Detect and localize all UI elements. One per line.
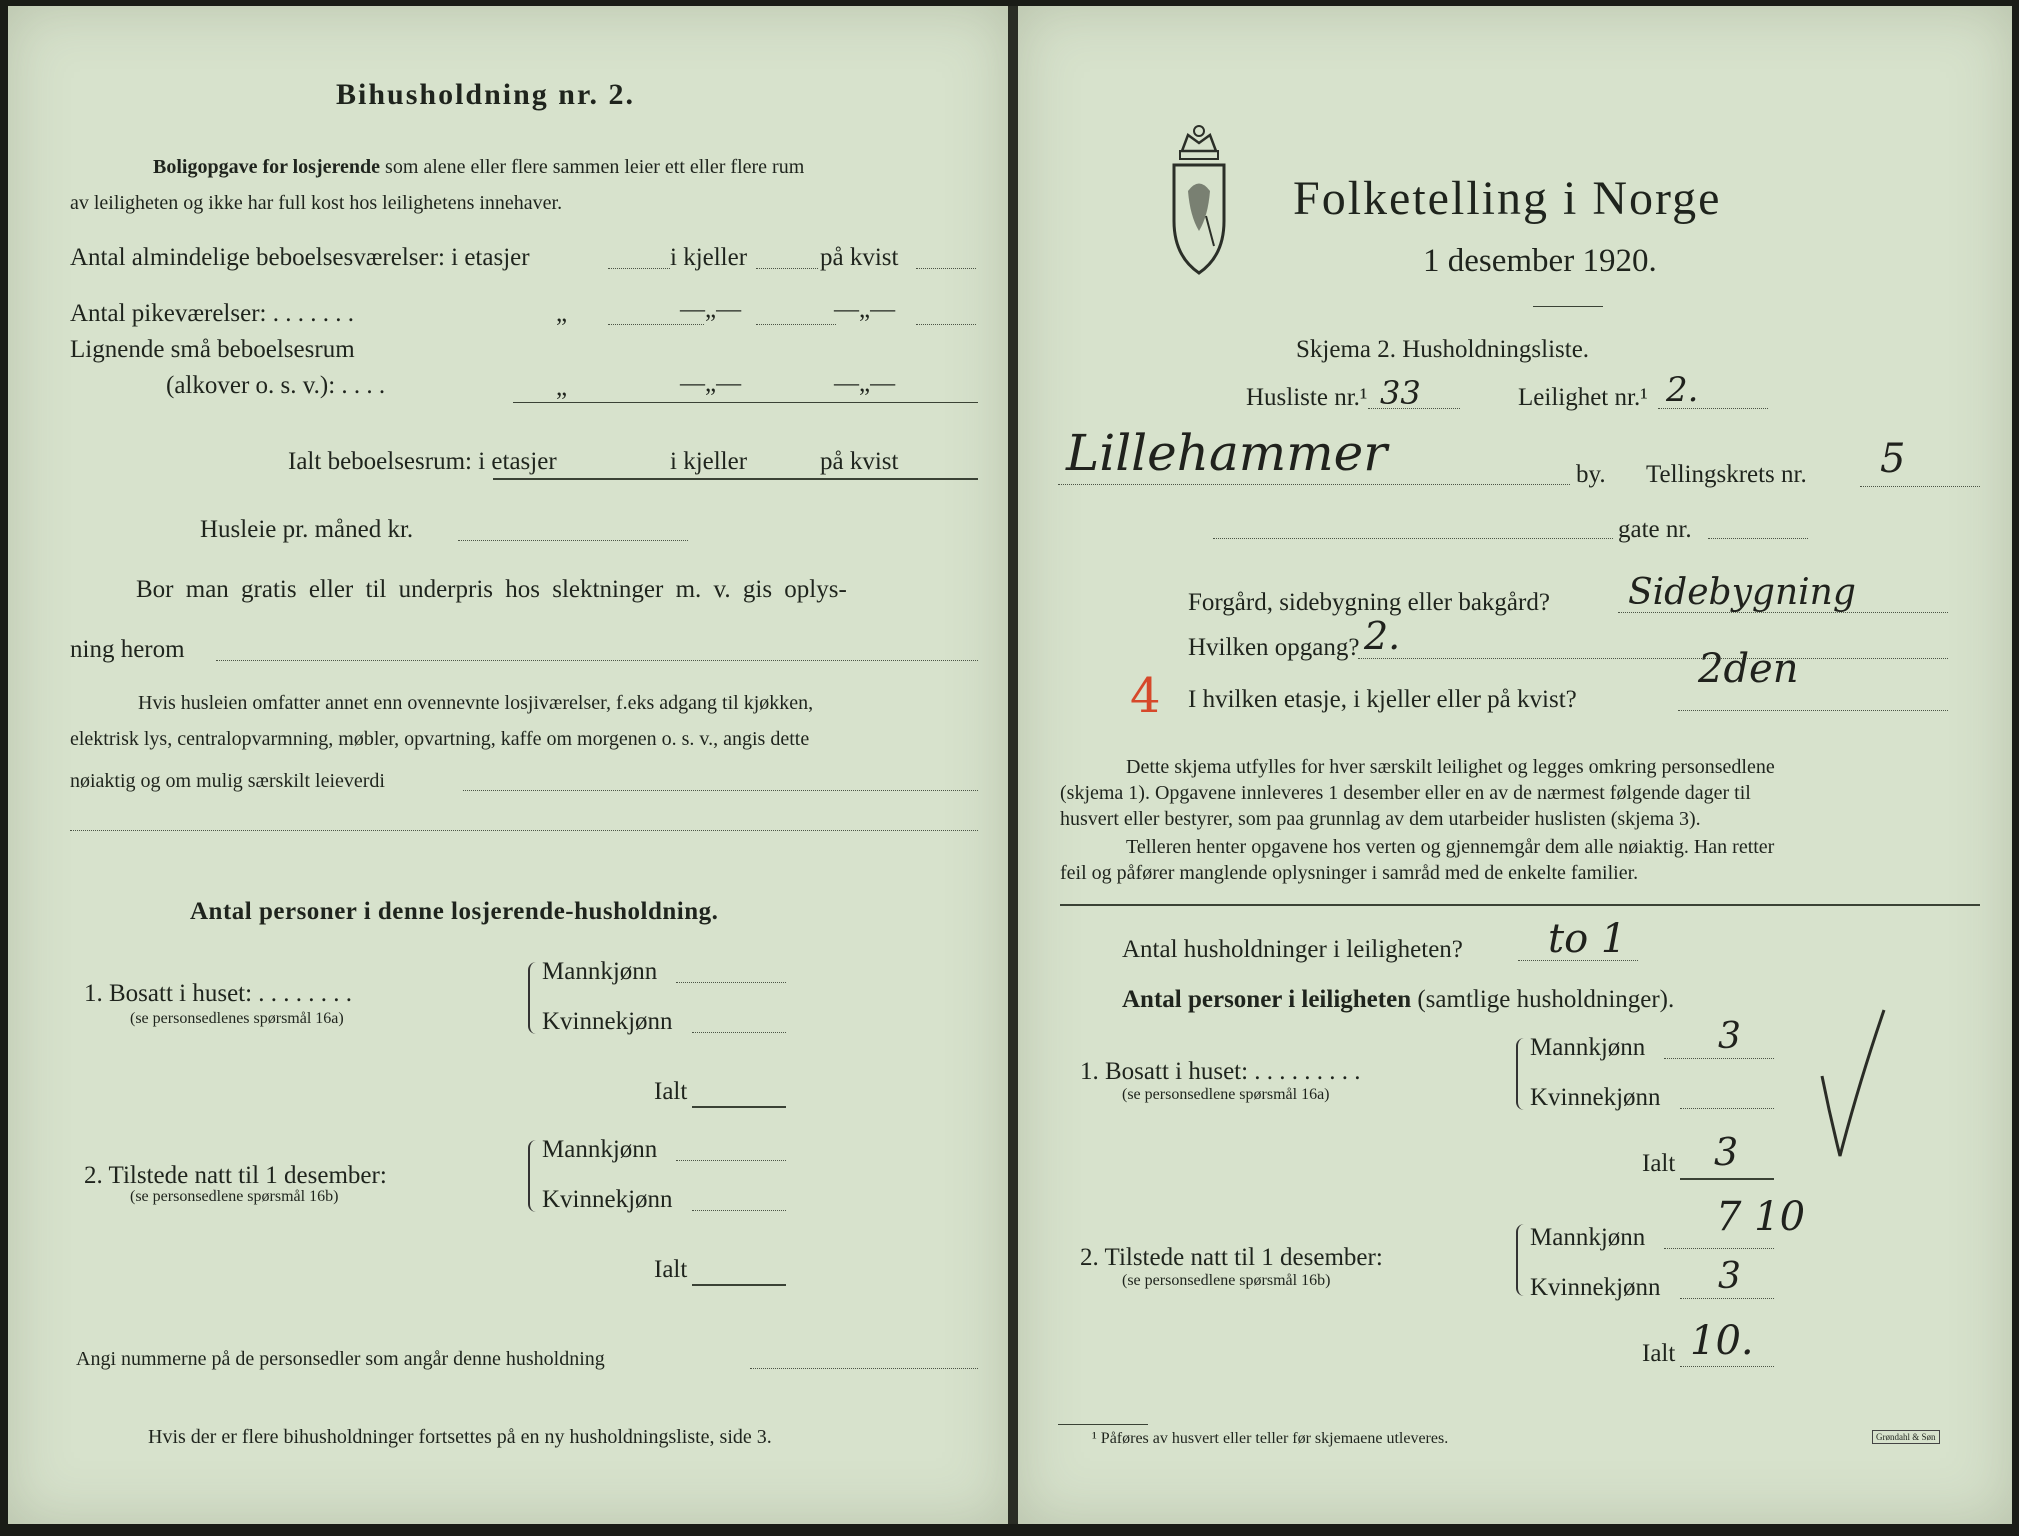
instr-line2: (skjema 1). Opgavene innleveres 1 desember eller en av de nærmest følgende dager til bbox=[1060, 782, 1751, 804]
persons-heading: Antal personer i denne losjerende-husholdning. bbox=[190, 898, 719, 925]
etasje-value: 2den bbox=[1698, 646, 1799, 692]
title-rule bbox=[1533, 306, 1603, 307]
q1-mann-line bbox=[676, 982, 786, 983]
persons-rest: (samtlige husholdninger). bbox=[1417, 986, 1675, 1013]
leilighet-label: Leilighet nr.¹ bbox=[1518, 384, 1648, 411]
etasje-line bbox=[1678, 710, 1948, 711]
r-q1-kvinne-line bbox=[1680, 1108, 1774, 1109]
forgard-line bbox=[1618, 612, 1948, 613]
footnote: ¹ Påføres av husvert eller teller før skjemaene utleveres. bbox=[1092, 1430, 1449, 1447]
rooms-kvist: på kvist bbox=[820, 244, 899, 271]
r-q1-kvinne: Kvinnekjønn bbox=[1530, 1084, 1661, 1111]
r-q2-ialt-value: 10. bbox=[1690, 1318, 1754, 1364]
form-title: Folketelling i Norge bbox=[1293, 172, 1722, 225]
hvis-line3: nøiaktig og om mulig særskilt leieverdi bbox=[70, 770, 385, 792]
krets-label: Tellingskrets nr. bbox=[1646, 461, 1807, 488]
q2-ialt-line bbox=[692, 1284, 786, 1286]
hush-label: Antal husholdninger i leiligheten? bbox=[1122, 936, 1463, 963]
angi-line bbox=[750, 1368, 978, 1369]
opgang-line bbox=[1358, 658, 1948, 659]
q1-mann: Mannkjønn bbox=[542, 958, 658, 985]
forgard-value: Sidebygning bbox=[1628, 572, 1856, 613]
q1-label: 1. Bosatt i huset: . . . . . . . . bbox=[84, 980, 353, 1007]
r-q2-brace bbox=[1516, 1224, 1528, 1296]
q2-kvinne-line bbox=[692, 1210, 786, 1211]
footnote-rule bbox=[1058, 1424, 1148, 1425]
q2-mann-line bbox=[676, 1160, 786, 1161]
ialt-rooms-kjeller: i kjeller bbox=[670, 448, 748, 475]
r-q2-kvinne-line bbox=[1680, 1298, 1774, 1299]
husleie-line bbox=[458, 540, 688, 541]
gate-nr-line bbox=[1708, 538, 1808, 539]
r-q2-kvinne-value: 3 bbox=[1718, 1256, 1741, 1297]
q1-kvinne-line bbox=[692, 1032, 786, 1033]
bor-line bbox=[216, 660, 978, 661]
r-q2-sub: (se personsedlene spørsmål 16b) bbox=[1122, 1272, 1331, 1289]
pike-line-2 bbox=[756, 324, 836, 325]
left-heading: Bihusholdning nr. 2. bbox=[336, 78, 636, 111]
r-q1-ialt-line bbox=[1680, 1178, 1774, 1180]
krets-value: 5 bbox=[1880, 436, 1906, 482]
city-line bbox=[1058, 484, 1570, 485]
rooms-etasjer-line bbox=[608, 268, 670, 269]
ialt-rooms-rule bbox=[493, 478, 978, 480]
pike-line-1 bbox=[608, 324, 704, 325]
q1-sub: (se personsedlenes spørsmål 16a) bbox=[130, 1010, 344, 1027]
instr-line1: Dette skjema utfylles for hver særskilt leilighet og legges omkring personsedlene bbox=[1126, 756, 1775, 778]
pike-label: Antal pikeværelser: . . . . . . . bbox=[70, 300, 354, 327]
right-page bbox=[1018, 6, 2012, 1524]
bor-line2: ning herom bbox=[70, 636, 185, 663]
r-q2-ialt: Ialt bbox=[1642, 1340, 1676, 1367]
q2-ialt: Ialt bbox=[654, 1256, 688, 1283]
form-date: 1 desember 1920. bbox=[1423, 243, 1657, 279]
intro-line1 bbox=[153, 156, 804, 179]
husliste-label: Husliste nr.¹ bbox=[1246, 384, 1368, 411]
hush-value: to 1 bbox=[1548, 916, 1627, 962]
page-fold bbox=[1008, 6, 1018, 1524]
r-q1-mann: Mannkjønn bbox=[1530, 1034, 1646, 1061]
leilighet-line bbox=[1658, 408, 1768, 409]
r-q1-ialt: Ialt bbox=[1642, 1150, 1676, 1177]
lign-rule bbox=[513, 402, 978, 403]
city-value: Lillehammer bbox=[1066, 424, 1388, 482]
hvis-line1: Hvis husleien omfatter annet enn ovennevnte losjiværelser, f.eks adgang til kjøkken, bbox=[138, 692, 814, 714]
husleie-label: Husleie pr. måned kr. bbox=[200, 516, 414, 543]
margin-mark: 4 bbox=[1130, 668, 1161, 724]
r-q2-label: 2. Tilstede natt til 1 desember: bbox=[1080, 1244, 1383, 1271]
lign-ditto-dash-1: —„— bbox=[680, 370, 742, 397]
opgang-value: 2. bbox=[1364, 614, 1401, 658]
instr-rule bbox=[1060, 904, 1980, 906]
r-q1-label: 1. Bosatt i huset: . . . . . . . . . bbox=[1080, 1058, 1361, 1085]
q2-brace bbox=[528, 1140, 540, 1212]
q2-label: 2. Tilstede natt til 1 desember: bbox=[84, 1162, 387, 1189]
r-q2-mann-value: 7 10 bbox=[1716, 1194, 1806, 1240]
coat-of-arms-icon bbox=[1168, 121, 1230, 281]
gate-name-line bbox=[1213, 538, 1613, 539]
instr-line4: Telleren henter opgavene hos verten og gjennemgår dem alle nøiaktig. Han retter bbox=[1126, 836, 1775, 858]
ialt-rooms-kvist: på kvist bbox=[820, 448, 899, 475]
q2-sub: (se personsedlene spørsmål 16b) bbox=[130, 1188, 339, 1205]
printer-stamp: Grøndahl & Søn bbox=[1872, 1430, 1940, 1444]
instr-line5: feil og påfører manglende oplysninger i samråd med de enkelte familier. bbox=[1060, 862, 1639, 884]
rooms-label: Antal almindelige beboelsesværelser: i etasjer bbox=[70, 244, 530, 271]
intro-rest: som alene eller flere sammen leier ett eller flere rum bbox=[385, 156, 805, 178]
hush-line bbox=[1518, 960, 1638, 961]
r-q2-ialt-line bbox=[1680, 1366, 1774, 1367]
persons-line bbox=[1122, 986, 1674, 1014]
r-q2-kvinne: Kvinnekjønn bbox=[1530, 1274, 1661, 1301]
pike-ditto-dash-2: —„— bbox=[834, 296, 896, 323]
hvis-extra-line bbox=[70, 830, 978, 831]
persons-bold: Antal personer i leiligheten bbox=[1122, 986, 1412, 1013]
q1-ialt-line bbox=[692, 1106, 786, 1108]
r-q1-mann-value: 3 bbox=[1718, 1016, 1741, 1057]
gate-label: gate nr. bbox=[1618, 516, 1692, 543]
pike-ditto-dash-1: —„— bbox=[680, 296, 742, 323]
rooms-kjeller: i kjeller bbox=[670, 244, 748, 271]
lign-ditto: „ bbox=[556, 374, 568, 401]
pike-line-3 bbox=[916, 324, 976, 325]
r-q2-mann-line bbox=[1664, 1248, 1774, 1249]
hvis-line bbox=[463, 790, 978, 791]
intro-line2: av leiligheten og ikke har full kost hos leilighetens innehaver. bbox=[70, 192, 563, 214]
ialt-rooms-label: Ialt beboelsesrum: i etasjer bbox=[288, 448, 557, 475]
opgang-label: Hvilken opgang? bbox=[1188, 634, 1360, 661]
instr-line3: husvert eller bestyrer, som paa grunnlag av dem utarbeider huslisten (skjema 3). bbox=[1060, 808, 1701, 830]
r-q1-ialt-value: 3 bbox=[1714, 1130, 1739, 1174]
husliste-value: 33 bbox=[1380, 374, 1421, 412]
schema-label: Skjema 2. Husholdningsliste. bbox=[1296, 336, 1590, 363]
rooms-kjeller-line bbox=[756, 268, 818, 269]
left-page bbox=[8, 6, 1008, 1524]
angi-label: Angi nummerne på de personsedler som angår denne husholdning bbox=[76, 1348, 605, 1370]
r-q1-brace bbox=[1516, 1038, 1528, 1110]
r-q1-mann-line bbox=[1664, 1058, 1774, 1059]
intro-bold: Boligopgave for losjerende bbox=[153, 156, 381, 178]
by-label: by. bbox=[1576, 461, 1606, 488]
q1-kvinne: Kvinnekjønn bbox=[542, 1008, 673, 1035]
husliste-line bbox=[1368, 408, 1460, 409]
lign-ditto-dash-2: —„— bbox=[834, 370, 896, 397]
r-q2-mann: Mannkjønn bbox=[1530, 1224, 1646, 1251]
lign-label-2: (alkover o. s. v.): . . . . bbox=[166, 372, 386, 399]
check-mark-icon bbox=[1818, 1006, 1888, 1166]
q2-mann: Mannkjønn bbox=[542, 1136, 658, 1163]
krets-line bbox=[1860, 486, 1980, 487]
left-footer: Hvis der er flere bihusholdninger fortsettes på en ny husholdningsliste, side 3. bbox=[148, 1426, 772, 1448]
hvis-line2: elektrisk lys, centralopvarmning, møbler, opvartning, kaffe om morgenen o. s. v., angis dette bbox=[70, 728, 810, 750]
q1-brace bbox=[528, 962, 540, 1034]
lign-label-1: Lignende små beboelsesrum bbox=[70, 336, 355, 363]
r-q1-sub: (se personsedlene spørsmål 16a) bbox=[1122, 1086, 1330, 1103]
q2-kvinne: Kvinnekjønn bbox=[542, 1186, 673, 1213]
rooms-kvist-line bbox=[916, 268, 976, 269]
pike-ditto: „ bbox=[556, 300, 568, 327]
etasje-label: I hvilken etasje, i kjeller eller på kvist? bbox=[1188, 686, 1577, 713]
forgard-label: Forgård, sidebygning eller bakgård? bbox=[1188, 589, 1550, 616]
bor-line1: Bor man gratis eller til underpris hos slektninger m. v. gis oplys- bbox=[136, 576, 847, 603]
leilighet-value: 2. bbox=[1666, 370, 1699, 410]
q1-ialt: Ialt bbox=[654, 1078, 688, 1105]
